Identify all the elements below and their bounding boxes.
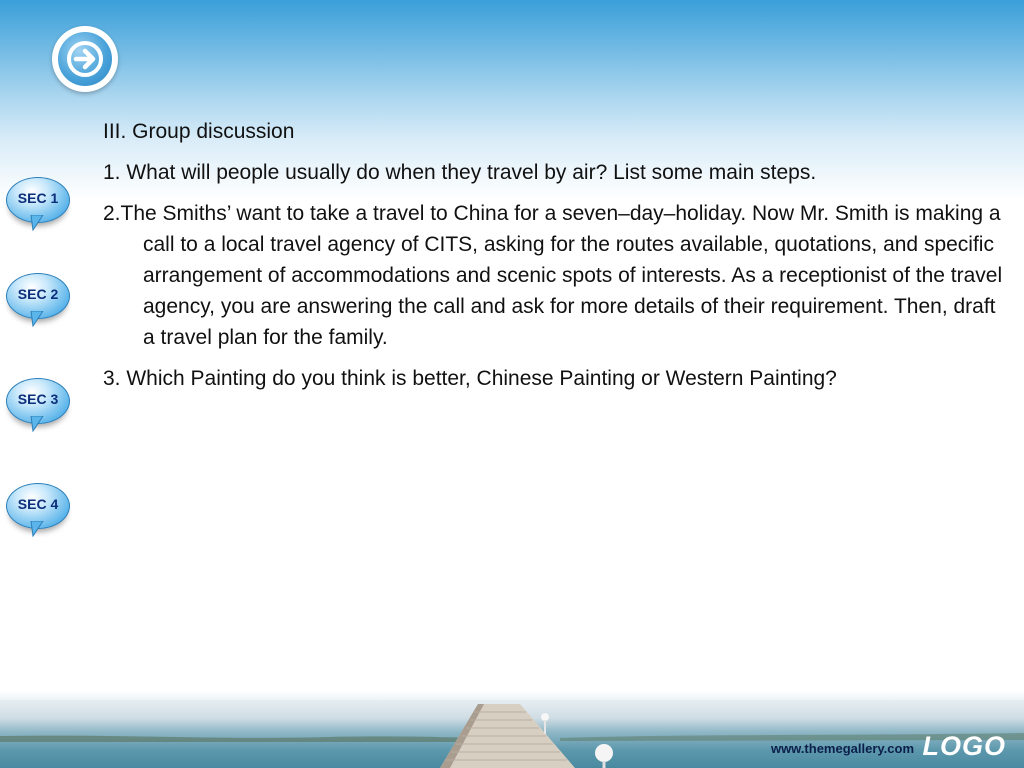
slide-content <box>103 116 1008 404</box>
sec-label: SEC 4 <box>17 496 59 512</box>
footer-url: www.themegallery.com <box>770 741 914 756</box>
question-3: 3. Which Painting do you think is better, Chinese Painting or Western Painting? <box>103 367 837 390</box>
sec-label: SEC 1 <box>17 190 59 206</box>
sec-1-button[interactable] <box>6 177 70 241</box>
logo: LOGO <box>922 731 1006 761</box>
bubble-tail-icon <box>30 311 44 327</box>
sec-2-button[interactable] <box>6 273 70 337</box>
bubble-tail-icon <box>30 215 44 231</box>
sec-label: SEC 2 <box>17 286 59 302</box>
sec-3-button[interactable] <box>6 378 70 442</box>
question-1: 1. What will people usually do when they travel by air? List some main steps. <box>103 161 817 184</box>
bubble-tail-icon <box>30 416 44 432</box>
next-arrow-button[interactable] <box>52 26 118 92</box>
question-2: 2.The Smiths’ want to take a travel to China for a seven–day–holiday. Now Mr. Smith is making a call to a local travel agency of CITS, asking for the routes available, quotations, and specific arrangement of accommodations and scenic spots of interests. As a receptionist of the travel agency, you are answering the call and ask for more details of their requirement. Then, draft a travel plan for the family. <box>103 202 1003 349</box>
sec-4-button[interactable] <box>6 483 70 547</box>
sea-pier-image <box>0 700 1024 768</box>
section-heading: III. Group discussion <box>103 120 295 143</box>
bubble-tail-icon <box>30 521 44 537</box>
right-arrow-circle-icon <box>58 32 112 86</box>
sec-label: SEC 3 <box>17 391 59 407</box>
